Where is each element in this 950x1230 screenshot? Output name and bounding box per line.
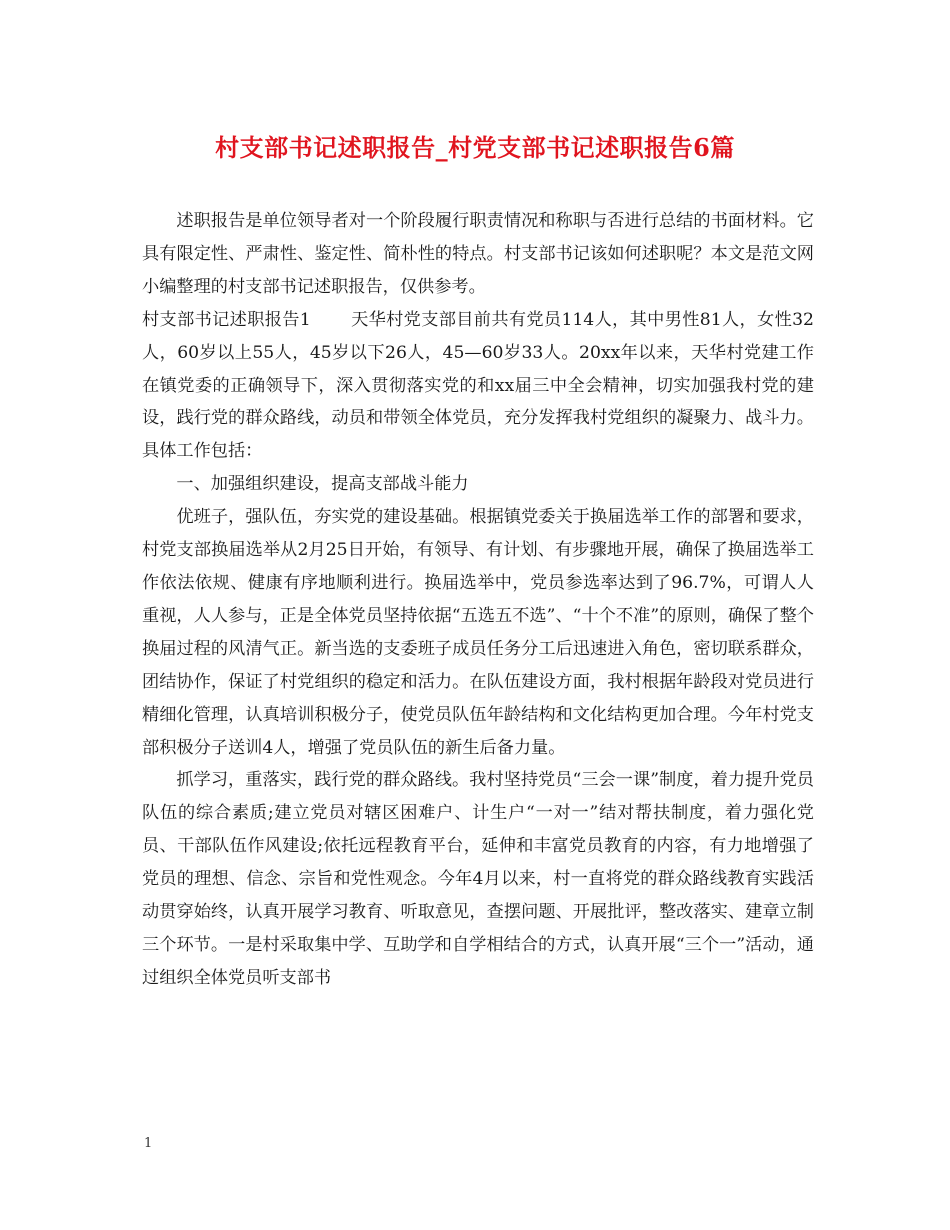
report-first-paragraph-text: 天华村党支部目前共有党员114人，其中男性81人，女性32人，60岁以上55人，45岁以下26人，45—60岁33人。20xx年以来，天华村党建工作在镇党委的正确领导下，深入贯彻落实党的和xx届三中全会精神，切实加强我村党的建设，践行党的群众路线，动员和带领全体党员，充分发挥我村党组织的凝聚力、战斗力。具体工作包括：	[142, 309, 814, 462]
body-paragraph-1: 优班子，强队伍，夯实党的建设基础。根据镇党委关于换届选举工作的部署和要求，村党支部换届选举从2月25日开始，有领导、有计划、有步骤地开展，确保了换届选举工作依法依规、健康有序地顺利进行。换届选举中，党员参选率达到了96.7%，可谓人人重视，人人参与，正是全体党员坚持依据“五选五不选”、“十个不准”的原则，确保了整个换届过程的风清气正。新当选的支委班子成员任务分工后迅速进入角色，密切联系群众，团结协作，保证了村党组织的稳定和活力。在队伍建设方面，我村根据年龄段对党员进行精细化管理，认真培训积极分子，使党员队伍年龄结构和文化结构更加合理。今年村党支部积极分子送训4人，增强了党员队伍的新生后备力量。	[142, 507, 814, 758]
body-paragraph-2: 抓学习，重落实，践行党的群众路线。我村坚持党员“三会一课”制度，着力提升党员队伍的综合素质;建立党员对辖区困难户、计生户“一对一”结对帮扶制度，着力强化党员、干部队伍作风建设;依托远程教育平台，延伸和丰富党员教育的内容，有力地增强了党员的理想、信念、宗旨和党性观念。今年4月以来，村一直将党的群众路线教育实践活动贯穿始终，认真开展学习教育、听取意见，查摆问题、开展批评，整改落实、建章立制三个环节。一是村采取集中学、互助学和自学相结合的方式，认真开展“三个一”活动，通过组织全体党员听支部书	[142, 770, 814, 988]
document-title: 村支部书记述职报告_村党支部书记述职报告6篇	[215, 133, 735, 162]
section-heading: 一、加强组织建设，提高支部战斗能力	[176, 474, 469, 495]
intro-paragraph: 述职报告是单位领导者对一个阶段履行职责情况和称职与否进行总结的书面材料。它具有限定性、严肃性、鉴定性、简朴性的特点。村支部书记该如何述职呢？本文是范文网小编整理的村支部书记述职报告，仅供参考。	[142, 211, 814, 297]
document-body	[142, 205, 814, 995]
page-number: 1	[144, 1136, 153, 1151]
report-label: 村支部书记述职报告1	[142, 309, 311, 330]
report-first-paragraph	[142, 304, 814, 469]
